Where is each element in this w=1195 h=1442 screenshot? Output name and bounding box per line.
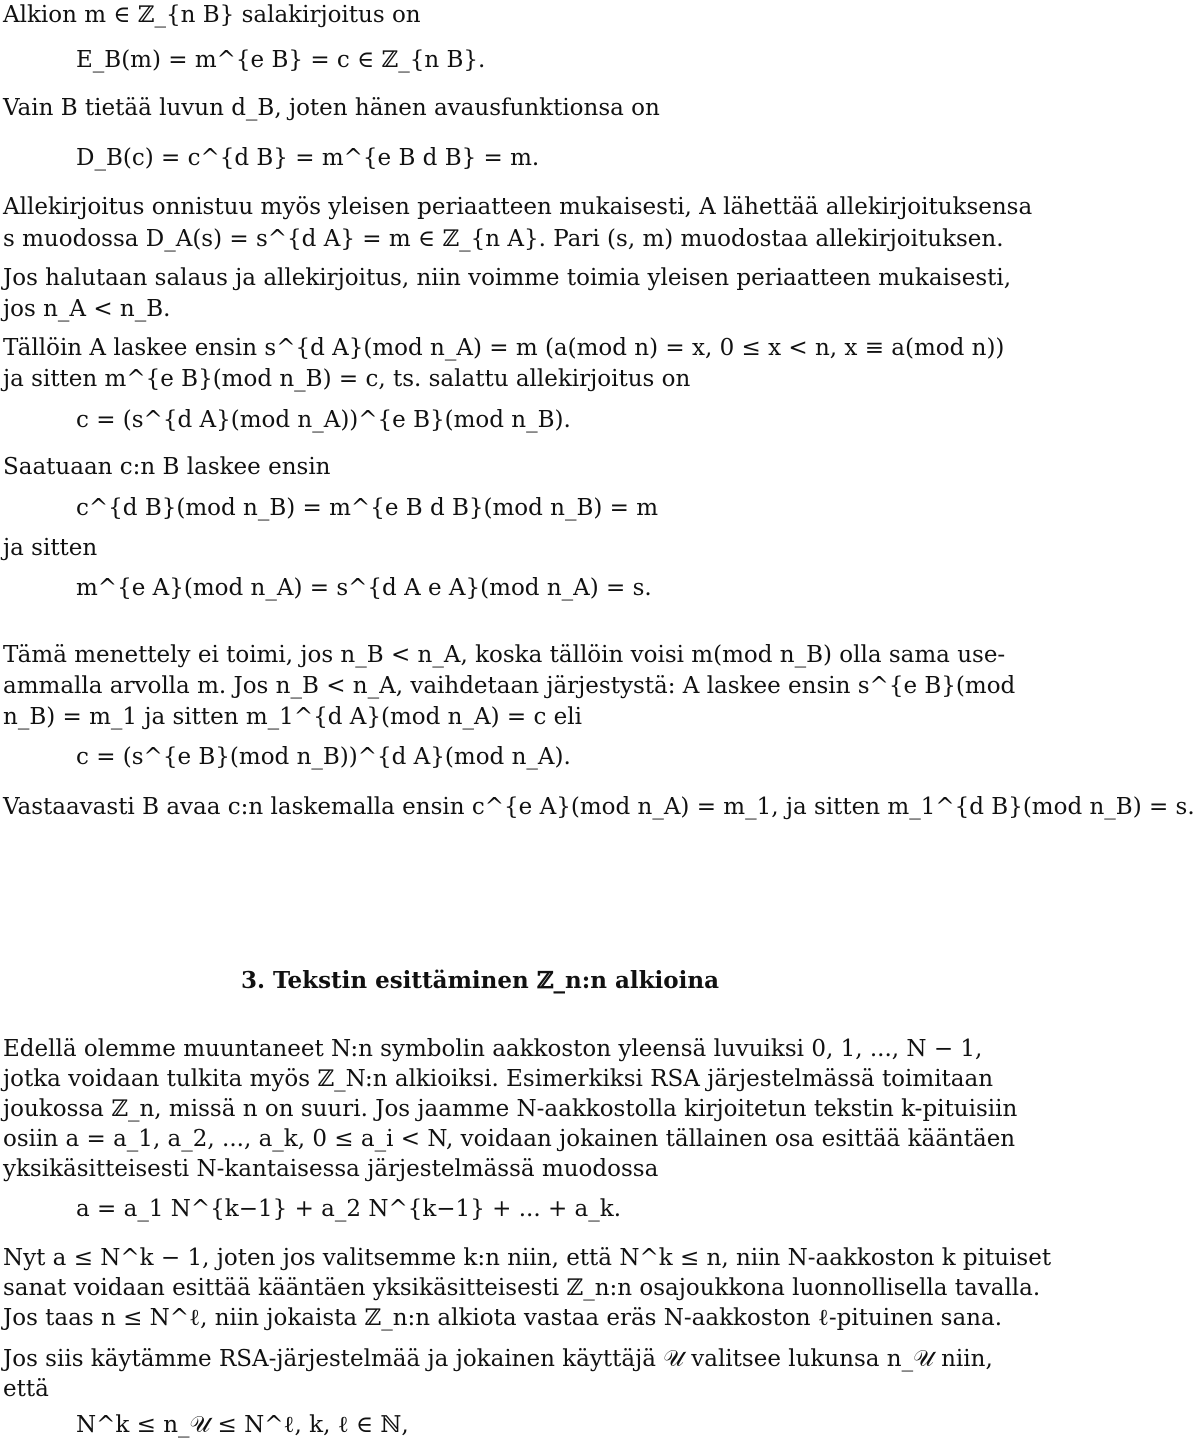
text-line: että — [3, 1376, 49, 1402]
text-line: osiin a = a_1, a_2, ..., a_k, 0 ≤ a_i < N, voidaan jokainen tällainen osa esittää kääntäen — [3, 1126, 1016, 1152]
equation-line: N^k ≤ n_𝒰 ≤ N^ℓ, k, ℓ ∈ ℕ, — [76, 1412, 409, 1438]
text-line: joukossa ℤ_n, missä n on suuri. Jos jaamme N-aakkostolla kirjoitetun tekstin k-pituisiin — [3, 1096, 1018, 1122]
text-line: Nyt a ≤ N^k − 1, joten jos valitsemme k:n niin, että N^k ≤ n, niin N-aakkoston k pituiset — [3, 1245, 1052, 1271]
equation-line: m^{e A}(mod n_A) = s^{d A e A}(mod n_A) = s. — [76, 575, 652, 601]
text-line: Jos siis käytämme RSA-järjestelmää ja jokainen käyttäjä 𝒰 valitsee lukunsa n_𝒰 niin, — [3, 1346, 993, 1372]
text-line: yksikäsitteisesti N-kantaisessa järjestelmässä muodossa — [3, 1156, 659, 1182]
text-line: Allekirjoitus onnistuu myös yleisen periaatteen mukaisesti, A lähettää allekirjoituksensa — [3, 194, 1033, 220]
text-line: jotka voidaan tulkita myös ℤ_N:n alkioiksi. Esimerkiksi RSA järjestelmässä toimitaan — [3, 1066, 994, 1092]
equation-line: E_B(m) = m^{e B} = c ∈ ℤ_{n B}. — [76, 47, 486, 73]
text-line: Vain B tietää luvun d_B, joten hänen avausfunktionsa on — [3, 95, 660, 121]
equation-line: c = (s^{d A}(mod n_A))^{e B}(mod n_B). — [76, 407, 571, 433]
text-line: ammalla arvolla m. Jos n_B < n_A, vaihdetaan järjestystä: A laskee ensin s^{e B}(mod — [3, 673, 1016, 699]
text-line: Tällöin A laskee ensin s^{d A}(mod n_A) = m (a(mod n) = x, 0 ≤ x < n, x ≡ a(mod n)) — [3, 335, 1005, 361]
text-line: sanat voidaan esittää kääntäen yksikäsitteisesti ℤ_n:n osajoukkona luonnollisella tavalla. — [3, 1275, 1041, 1301]
equation-line: c^{d B}(mod n_B) = m^{e B d B}(mod n_B) = m — [76, 495, 659, 521]
text-line: Alkion m ∈ ℤ_{n B} salakirjoitus on — [3, 2, 421, 28]
text-line: n_B) = m_1 ja sitten m_1^{d A}(mod n_A) = c eli — [3, 704, 582, 730]
text-line: Jos taas n ≤ N^ℓ, niin jokaista ℤ_n:n alkiota vastaa eräs N-aakkoston ℓ-pituinen sana. — [3, 1305, 1003, 1331]
text-line: jos n_A < n_B. — [3, 296, 171, 322]
equation-line: D_B(c) = c^{d B} = m^{e B d B} = m. — [76, 145, 540, 171]
text-line: Saatuaan c:n B laskee ensin — [3, 454, 331, 480]
text-line: Vastaavasti B avaa c:n laskemalla ensin c^{e A}(mod n_A) = m_1, ja sitten m_1^{d B}(mod n_B) = s. — [3, 794, 1195, 820]
equation-line: c = (s^{e B}(mod n_B))^{d A}(mod n_A). — [76, 744, 571, 770]
text-line: Jos halutaan salaus ja allekirjoitus, niin voimme toimia yleisen periaatteen mukaisesti, — [3, 265, 1012, 291]
text-line: Tämä menettely ei toimi, jos n_B < n_A, koska tällöin voisi m(mod n_B) olla sama use- — [3, 642, 1006, 668]
section-heading: 3. Tekstin esittäminen ℤ_n:n alkioina — [241, 967, 719, 994]
text-line: Edellä olemme muuntaneet N:n symbolin aakkoston yleensä luvuiksi 0, 1, ..., N − 1, — [3, 1036, 983, 1062]
text-line: ja sitten m^{e B}(mod n_B) = c, ts. salattu allekirjoitus on — [3, 366, 691, 392]
equation-line: a = a_1 N^{k−1} + a_2 N^{k−1} + ... + a_k. — [76, 1196, 622, 1222]
text-line: ja sitten — [3, 535, 98, 561]
text-line: s muodossa D_A(s) = s^{d A} = m ∈ ℤ_{n A}. Pari (s, m) muodostaa allekirjoituksen. — [3, 226, 1004, 252]
